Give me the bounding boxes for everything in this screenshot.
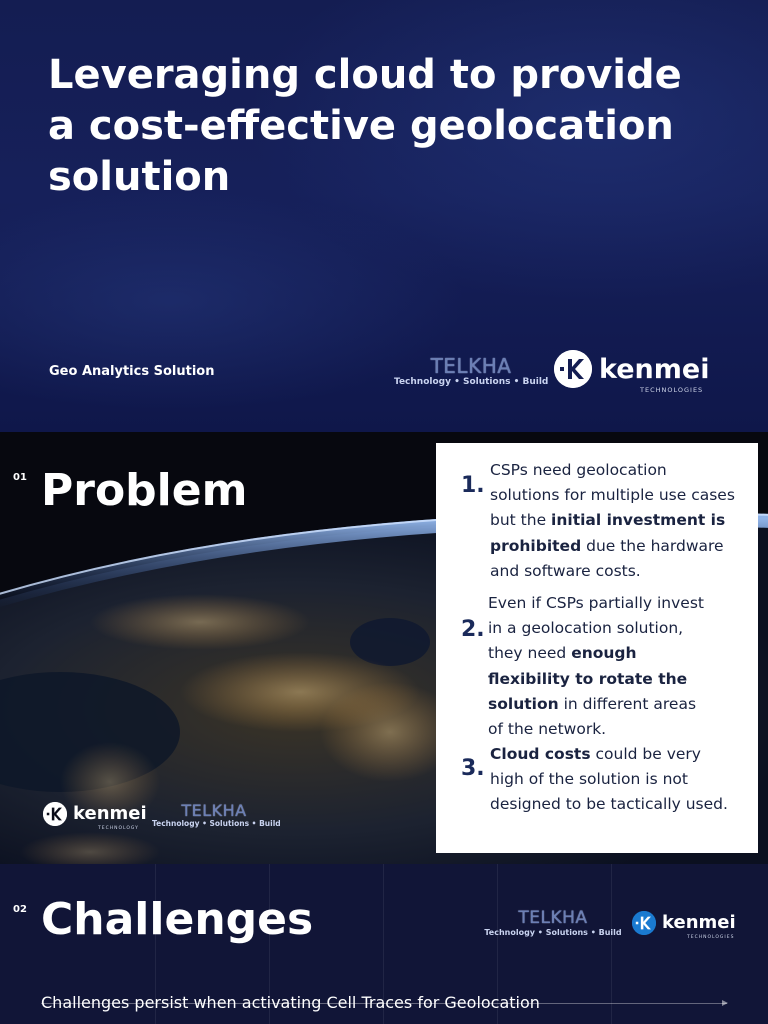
slide-title: Leveraging cloud to provide a cost-effective geolocation solution	[48, 52, 682, 200]
section-title: Problem	[41, 465, 248, 516]
section-number: 01	[13, 472, 27, 483]
slide-subtitle: Geo Analytics Solution	[49, 364, 215, 379]
point-text: Cloud costs could be very high of the solution is not designed to be tactically used.	[490, 745, 728, 814]
kenmei-logo-icon	[554, 350, 592, 388]
challenges-slide	[0, 864, 768, 1024]
kenmei-logo	[43, 802, 147, 831]
telkha-logo-tagline: Technology • Solutions • Build	[394, 377, 549, 387]
kenmei-logo-icon	[632, 911, 656, 935]
telkha-logo-tagline: Technology • Solutions • Build	[484, 928, 622, 937]
problem-slide	[0, 432, 768, 864]
kenmei-logo-sub: TECHNOLOGIES	[687, 935, 735, 940]
grid-line	[611, 864, 612, 1024]
title-slide	[0, 0, 768, 432]
telkha-logo	[484, 910, 622, 938]
kenmei-logo-sub: TECHNOLOGY	[98, 826, 139, 831]
telkha-logo-tagline: Technology • Solutions • Build	[152, 819, 281, 828]
section-number: 02	[13, 904, 27, 915]
telkha-logo-name: TELKHA	[518, 908, 588, 928]
telkha-logo	[394, 356, 548, 388]
kenmei-logo-name: kenmei	[73, 803, 147, 824]
kenmei-logo-name: kenmei	[599, 353, 710, 385]
telkha-logo	[152, 801, 281, 829]
kenmei-logo	[554, 350, 710, 394]
point-number: 1.	[461, 473, 485, 498]
kenmei-logo-icon	[43, 802, 67, 826]
telkha-logo-name: TELKHA	[430, 354, 512, 378]
arrow-line	[41, 1003, 727, 1004]
problem-card	[436, 443, 758, 853]
kenmei-logo-name: kenmei	[662, 912, 736, 933]
kenmei-logo	[632, 911, 736, 940]
point-text: CSPs need geolocation solutions for multiple use cases but the initial investment is prohibited due the hardware and software costs.	[490, 461, 735, 580]
telkha-logo-name: TELKHA	[181, 801, 247, 820]
point-number: 2.	[461, 617, 485, 642]
section-title: Challenges	[41, 894, 314, 945]
point-number: 3.	[461, 756, 485, 781]
kenmei-logo-sub: TECHNOLOGIES	[640, 386, 704, 394]
point-text: Even if CSPs partially invest in a geolocation solution, they need enough flexibility to rotate the solution in different areas of the network.	[488, 594, 704, 739]
challenges-text: Challenges persist when activating Cell Traces for Geolocation	[41, 993, 540, 1012]
